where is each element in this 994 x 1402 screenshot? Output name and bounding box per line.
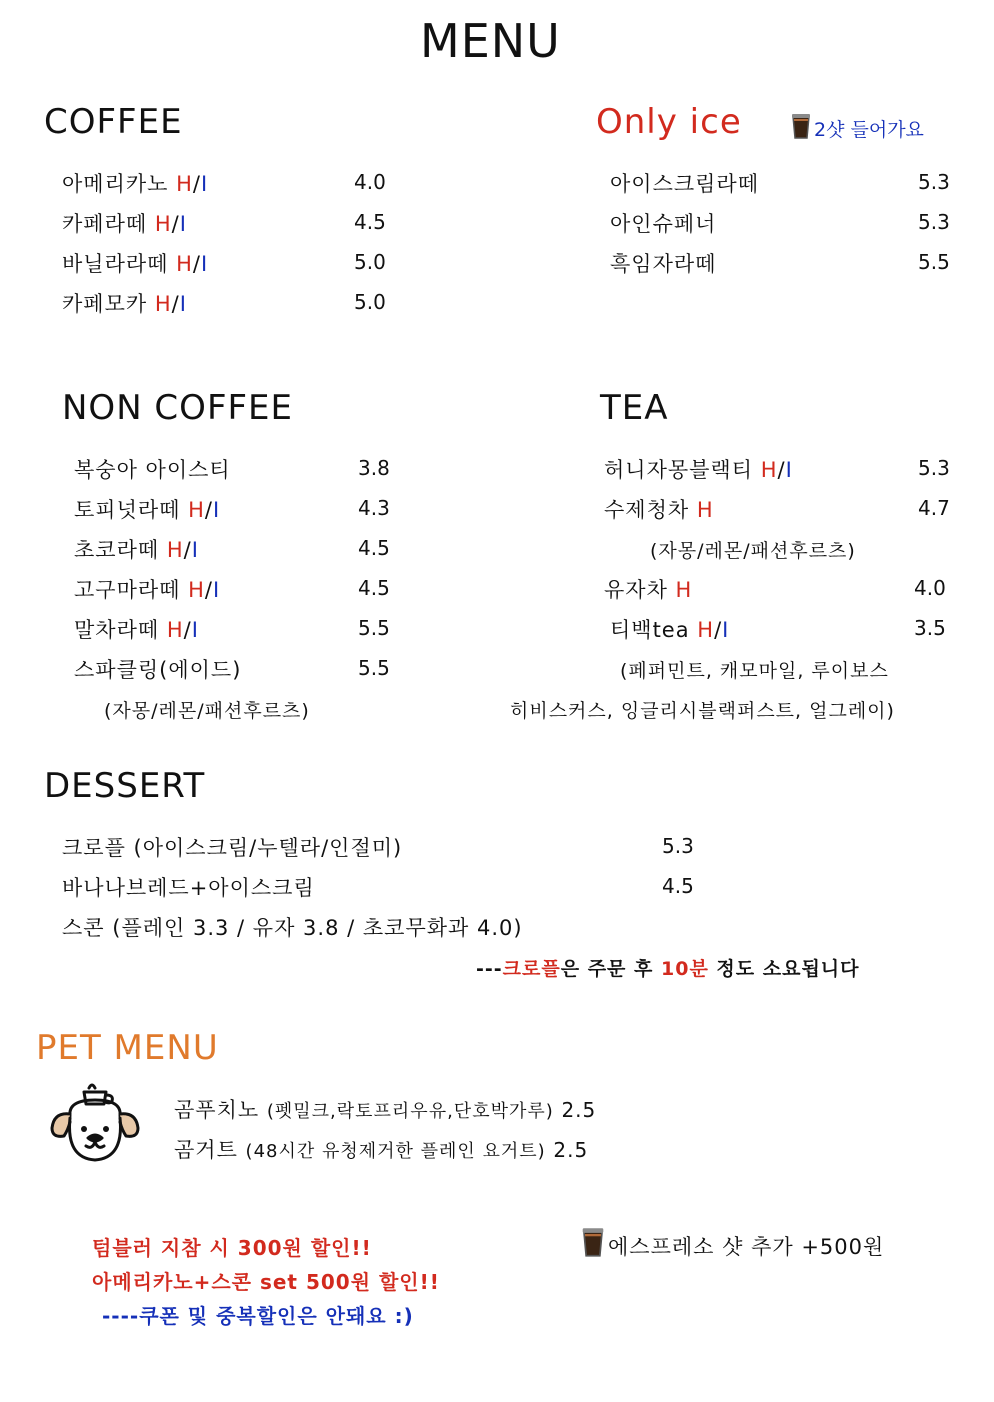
menu-item <box>174 1134 588 1164</box>
item-name: 수제청차 <box>604 498 690 522</box>
hot-label: H <box>697 618 715 642</box>
menu-item <box>74 534 199 564</box>
item-price: 4.7 <box>918 496 950 520</box>
only-ice-heading: Only ice <box>596 102 742 142</box>
item-description: (펫밀크,락토프리우유,단호박가루) <box>266 1101 554 1122</box>
hot-ice-separator: / <box>171 292 180 316</box>
hot-label: H <box>166 538 184 562</box>
coffee-cup-icon <box>580 1226 606 1263</box>
menu-item: 바나나브레드+아이스크림 <box>62 876 315 900</box>
menu-item <box>604 494 714 524</box>
hot-ice-separator: / <box>183 538 192 562</box>
item-price: 4.5 <box>662 874 694 898</box>
item-price: 5.0 <box>354 250 386 274</box>
hot-label: H <box>154 292 172 316</box>
hot-ice-separator: / <box>777 458 786 482</box>
ice-label: I <box>213 498 221 522</box>
item-price: 2.5 <box>561 1098 597 1122</box>
menu-item: 스콘 (플레인 3.3 / 유자 3.8 / 초코무화과 4.0) <box>62 916 523 940</box>
menu-item <box>62 248 208 278</box>
tumbler-discount: 텀블러 지참 시 300원 할인!! <box>92 1236 372 1260</box>
dog-with-cup-icon <box>48 1074 142 1174</box>
croffle-notice <box>476 954 860 981</box>
teabag-options-line1: (페퍼민트, 캐모마일, 루이보스 <box>620 660 889 682</box>
menu-item <box>74 574 220 604</box>
item-price: 4.0 <box>914 576 946 600</box>
espresso-shot-extra <box>580 1226 884 1263</box>
hot-label: H <box>188 578 205 602</box>
notice-time: 10분 <box>661 958 709 980</box>
item-name: 바닐라라떼 <box>62 252 169 276</box>
menu-item <box>174 1094 596 1124</box>
item-price: 5.5 <box>918 250 950 274</box>
hot-ice-separator: / <box>204 498 213 522</box>
item-price: 4.3 <box>358 496 390 520</box>
menu-item <box>604 454 793 484</box>
teabag-options-line2: 히비스커스, 잉글리시블랙퍼스트, 얼그레이) <box>510 700 895 722</box>
menu-item <box>74 614 199 644</box>
hot-ice-separator: / <box>204 578 213 602</box>
item-description: (48시간 유청제거한 플레인 요거트) <box>245 1141 546 1162</box>
item-price: 5.5 <box>358 656 390 680</box>
ade-options: (자몽/레몬/패션후르츠) <box>104 700 310 722</box>
menu-item <box>604 574 692 604</box>
ice-label: I <box>201 252 209 276</box>
ice-label: I <box>785 458 793 482</box>
hot-ice-separator: / <box>192 252 201 276</box>
item-name: 곰거트 <box>174 1138 238 1162</box>
menu-item <box>74 494 220 524</box>
item-name: 허니자몽블랙티 <box>604 458 754 482</box>
item-price: 4.0 <box>354 170 386 194</box>
item-name: 고구마라떼 <box>74 578 181 602</box>
menu-item: 아이스크림라떼 <box>610 172 760 196</box>
pet-menu-heading: PET MENU <box>36 1028 219 1068</box>
item-price: 5.0 <box>354 290 386 314</box>
notice-croffle: 크로플 <box>502 958 561 980</box>
tea-heading: TEA <box>600 388 669 428</box>
menu-item: 아인슈페너 <box>610 212 717 236</box>
set-discount: 아메리카노+스콘 set 500원 할인!! <box>92 1270 440 1294</box>
note-text: 2샷 들어가요 <box>814 119 924 141</box>
dessert-heading: DESSERT <box>44 766 206 806</box>
item-name: 유자차 <box>604 578 668 602</box>
coffee-heading: COFFEE <box>44 102 183 142</box>
item-price: 5.3 <box>918 210 950 234</box>
item-price: 4.5 <box>358 576 390 600</box>
hot-ice-separator: / <box>714 618 723 642</box>
ice-label: I <box>213 578 221 602</box>
ice-label: I <box>722 618 730 642</box>
item-price: 5.3 <box>918 456 950 480</box>
notice-suffix: 정도 소요됩니다 <box>708 958 860 980</box>
hot-label: H <box>188 498 205 522</box>
menu-item <box>62 288 187 318</box>
menu-item <box>62 208 187 238</box>
menu-item <box>62 168 208 198</box>
item-name: 초코라떼 <box>74 538 160 562</box>
item-name: 토피넛라떼 <box>74 498 181 522</box>
menu-item: 흑임자라떼 <box>610 252 717 276</box>
item-name: 아메리카노 <box>62 172 169 196</box>
item-price: 2.5 <box>553 1138 589 1162</box>
syrup-options: (자몽/레몬/패션후르츠) <box>650 540 856 562</box>
ice-label: I <box>191 538 199 562</box>
hot-label: H <box>675 578 693 602</box>
item-price: 5.3 <box>918 170 950 194</box>
ice-label: I <box>201 172 209 196</box>
coffee-cup-icon <box>790 112 812 145</box>
item-price: 3.8 <box>358 456 390 480</box>
menu-item: 복숭아 아이스티 <box>74 458 231 482</box>
item-price: 5.3 <box>662 834 694 858</box>
menu-item <box>610 614 729 644</box>
two-shot-note <box>790 112 924 145</box>
hot-label: H <box>696 498 714 522</box>
item-price: 4.5 <box>354 210 386 234</box>
item-name: 말차라떼 <box>74 618 160 642</box>
item-name: 카페모카 <box>62 292 148 316</box>
non-coffee-heading: NON COFFEE <box>62 388 294 428</box>
hot-label: H <box>176 252 193 276</box>
notice-mid: 은 주문 후 <box>560 958 661 980</box>
notice-prefix: --- <box>476 958 503 980</box>
item-name: 카페라떼 <box>62 212 148 236</box>
hot-ice-separator: / <box>192 172 201 196</box>
ice-label: I <box>191 618 199 642</box>
item-name: 티백tea <box>610 618 690 642</box>
hot-label: H <box>154 212 172 236</box>
menu-item: 크로플 (아이스크림/누텔라/인절미) <box>62 836 403 860</box>
coupon-notice: ----쿠폰 및 중복할인은 안돼요 :) <box>102 1304 414 1328</box>
item-price: 3.5 <box>914 616 946 640</box>
espresso-shot-text: 에스프레소 샷 추가 +500원 <box>608 1235 885 1259</box>
item-price: 4.5 <box>358 536 390 560</box>
ice-label: I <box>179 292 187 316</box>
hot-label: H <box>176 172 193 196</box>
menu-item: 스파클링(에이드) <box>74 658 242 682</box>
hot-label: H <box>166 618 184 642</box>
hot-ice-separator: / <box>171 212 180 236</box>
hot-ice-separator: / <box>183 618 192 642</box>
item-name: 곰푸치노 <box>174 1098 260 1122</box>
ice-label: I <box>179 212 187 236</box>
page-title: MENU <box>420 14 561 68</box>
item-price: 5.5 <box>358 616 390 640</box>
hot-label: H <box>760 458 778 482</box>
